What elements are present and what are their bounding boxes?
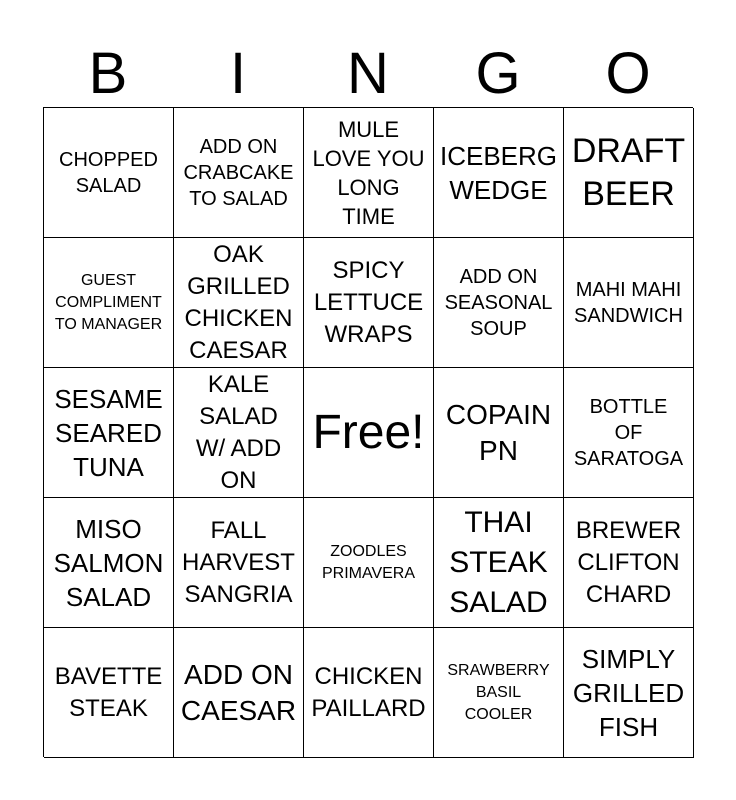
bingo-cell[interactable]	[434, 498, 564, 628]
bingo-cell[interactable]	[44, 238, 174, 368]
cell-text: BREWER CLIFTON CHARD	[575, 516, 682, 608]
cell-text: BOTTLE OF SARATOGA	[573, 395, 684, 470]
header-letter-b: B	[88, 41, 128, 106]
cell-text: SPICY LETTUCE WRAPS	[313, 256, 424, 348]
bingo-cell[interactable]	[304, 238, 434, 368]
bingo-cell[interactable]	[564, 628, 694, 758]
bingo-cell[interactable]	[434, 238, 564, 368]
bingo-cell[interactable]	[174, 498, 304, 628]
bingo-cell[interactable]	[44, 498, 174, 628]
cell-text: ICEBERG WEDGE	[439, 140, 558, 205]
bingo-cell[interactable]	[434, 628, 564, 758]
bingo-card-grid	[43, 107, 693, 757]
cell-text: SESAME SEARED TUNA	[54, 383, 163, 482]
cell-text: COPAIN PN	[445, 398, 552, 466]
cell-text: DRAFT BEER	[571, 131, 686, 213]
cell-text: GUEST COMPLIMENT TO MANAGER	[54, 271, 163, 333]
bingo-header	[43, 40, 693, 108]
bingo-cell[interactable]	[304, 628, 434, 758]
bingo-cell[interactable]	[564, 238, 694, 368]
bingo-cell[interactable]	[174, 238, 304, 368]
bingo-cell[interactable]	[44, 108, 174, 238]
bingo-cell[interactable]	[434, 368, 564, 498]
cell-text: OAK GRILLED CHICKEN CAESAR	[184, 240, 293, 364]
cell-text: ZOODLES PRIMAVERA	[321, 542, 416, 582]
cell-text: ADD ON SEASONAL SOUP	[444, 265, 553, 340]
bingo-cell[interactable]	[434, 108, 564, 238]
cell-text: ADD ON CAESAR	[180, 658, 297, 726]
bingo-cell[interactable]	[564, 108, 694, 238]
cell-text: THAI STEAK SALAD	[449, 505, 548, 619]
header-letter-o: O	[605, 41, 651, 106]
header-letter-g: G	[475, 41, 521, 106]
bingo-cell[interactable]	[304, 108, 434, 238]
bingo-cell[interactable]	[174, 368, 304, 498]
cell-text: BAVETTE STEAK	[54, 662, 163, 722]
bingo-cell[interactable]	[564, 498, 694, 628]
cell-text: MISO SALMON SALAD	[53, 513, 164, 612]
bingo-cell[interactable]	[44, 368, 174, 498]
cell-text: KALE SALAD W/ ADD ON	[195, 370, 282, 494]
bingo-cell[interactable]	[44, 628, 174, 758]
cell-text: FALL HARVEST SANGRIA	[182, 516, 295, 608]
header-letter-i: I	[229, 41, 247, 106]
cell-text: ADD ON CRABCAKE TO SALAD	[183, 135, 294, 210]
bingo-cell[interactable]	[564, 368, 694, 498]
cell-text: MAHI MAHI SANDWICH	[574, 278, 683, 327]
bingo-cell[interactable]	[304, 498, 434, 628]
free-space-text: Free!	[312, 405, 425, 459]
cell-text: MULE LOVE YOU LONG TIME	[312, 116, 425, 229]
header-letter-n: N	[347, 41, 389, 106]
cell-text: SIMPLY GRILLED FISH	[572, 643, 685, 742]
free-space[interactable]	[304, 368, 434, 498]
cell-text: CHICKEN PAILLARD	[311, 662, 426, 722]
bingo-cell[interactable]	[174, 628, 304, 758]
cell-text: SRAWBERRY BASIL COOLER	[447, 661, 550, 723]
bingo-cell[interactable]	[174, 108, 304, 238]
cell-text: CHOPPED SALAD	[59, 148, 158, 197]
